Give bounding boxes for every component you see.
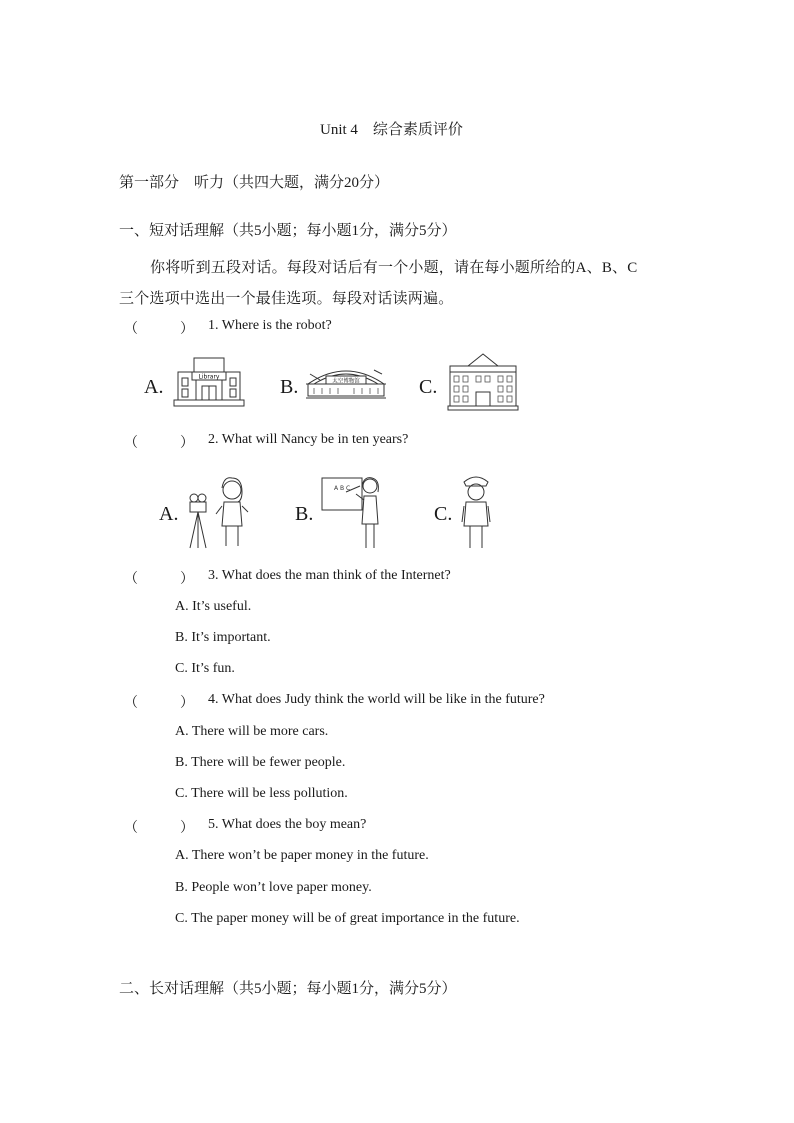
q1-option-c-label[interactable]: C. <box>419 376 438 398</box>
teacher-at-blackboard-image <box>320 474 386 552</box>
library-sign-text: Library <box>198 373 220 381</box>
question-4: 4. What does Judy think the world will be like in the future? <box>208 692 545 707</box>
q3-option-a[interactable]: A. It’s useful. <box>175 599 252 614</box>
q4-option-b[interactable]: B. There will be fewer people. <box>175 755 346 770</box>
police-officer-image <box>458 472 494 552</box>
reporter-with-camera-image <box>186 474 256 552</box>
q3-option-c[interactable]: C. It’s fun. <box>175 661 235 676</box>
q2-option-b-label[interactable]: B. <box>295 503 314 525</box>
question-2: 2. What will Nancy be in ten years? <box>208 432 409 447</box>
q1-option-a-label[interactable]: A. <box>144 376 164 398</box>
q4-option-c[interactable]: C. There will be less pollution. <box>175 786 348 801</box>
part-heading: 第一部分 听力（共四大题，满分20分） <box>119 175 390 191</box>
question-3: 3. What does the man think of the Internet? <box>208 568 451 583</box>
q3-option-b[interactable]: B. It’s important. <box>175 630 271 645</box>
answer-blank-5[interactable]: （ ） <box>124 821 194 836</box>
answer-blank-1[interactable]: （ ） <box>124 322 194 337</box>
library-building-image <box>172 354 246 408</box>
answer-blank-2[interactable]: （ ） <box>124 436 194 451</box>
question-5: 5. What does the boy mean? <box>208 817 367 832</box>
answer-blank-3[interactable]: （ ） <box>124 572 194 587</box>
q2-option-c-label[interactable]: C. <box>434 503 453 525</box>
page-title: Unit 4 综合素质评价 <box>320 122 463 138</box>
section1-heading: 一、短对话理解（共5小题；每小题1分，满分5分） <box>119 223 457 239</box>
q5-option-b[interactable]: B. People won’t love paper money. <box>175 880 372 895</box>
section2-heading: 二、长对话理解（共5小题；每小题1分，满分5分） <box>119 981 457 997</box>
answer-blank-4[interactable]: （ ） <box>124 696 194 711</box>
q4-option-a[interactable]: A. There will be more cars. <box>175 724 329 739</box>
q5-option-c[interactable]: C. The paper money will be of great importance in the future. <box>175 911 520 926</box>
section1-instruction-line2: 三个选项中选出一个最佳选项。每段对话读两遍。 <box>119 291 454 307</box>
q5-option-a[interactable]: A. There won’t be paper money in the future. <box>175 848 429 863</box>
space-museum-image <box>304 360 388 402</box>
q1-option-b-label[interactable]: B. <box>280 376 299 398</box>
museum-sign-text: 太空博物馆 <box>332 378 360 385</box>
section1-instruction-line1: 你将听到五段对话。每段对话后有一个小题，请在每小题所给的A、B、C <box>150 260 638 276</box>
question-1: 1. Where is the robot? <box>208 318 332 333</box>
hall-building-image <box>446 352 520 412</box>
q2-option-a-label[interactable]: A. <box>159 503 179 525</box>
board-letters-text: A B C <box>334 485 351 492</box>
